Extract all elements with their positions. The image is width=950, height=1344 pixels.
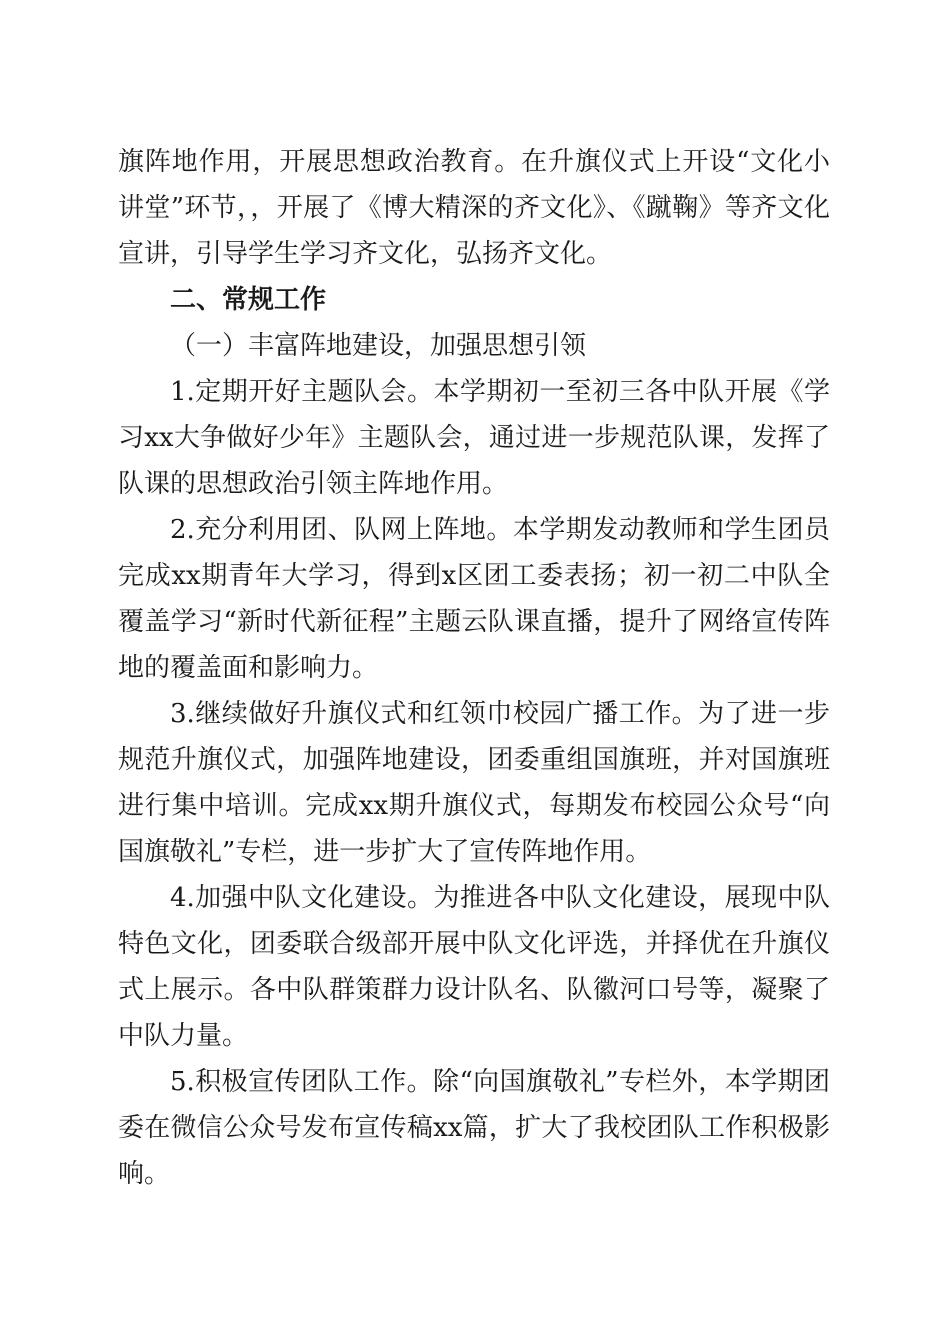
list-item-5: 5.积极宣传团队工作。除“向国旗敬礼”专栏外，本学期团委在微信公众号发布宣传稿xx篇，扩大了我校团队工作积极影响。 <box>118 1067 830 1189</box>
section-heading: 二、常规工作 <box>170 285 327 315</box>
list-item-2: 2.充分利用团、队网上阵地。本学期发动教师和学生团员完成xx期青年大学习，得到x区团工委表扬；初一初二中队全覆盖学习“新时代新征程”主题云队课直播，提升了网络宣传阵地的覆盖面和影响力。 <box>118 515 830 683</box>
document-body <box>118 139 830 1197</box>
list-item-4: 4.加强中队文化建设。为推进各中队文化建设，展现中队特色文化，团委联合级部开展中队文化评选，并择优在升旗仪式上展示。各中队群策群力设计队名、队徽河口号等，凝聚了中队力量。 <box>118 883 830 1051</box>
subsection-heading: （一）丰富阵地建设，加强思想引领 <box>170 331 587 361</box>
list-item-3: 3.继续做好升旗仪式和红领巾校园广播工作。为了进一步规范升旗仪式，加强阵地建设，团委重组国旗班，并对国旗班进行集中培训。完成xx期升旗仪式，每期发布校园公众号“向国旗敬礼”专栏，进一步扩大了宣传阵地作用。 <box>118 699 830 867</box>
continuation-paragraph: 旗阵地作用，开展思想政治教育。在升旗仪式上开设“文化小讲堂”环节，，开展了《博大精深的齐文化》、《蹴鞠》等齐文化宣讲，引导学生学习齐文化，弘扬齐文化。 <box>118 147 830 269</box>
list-item-1: 1.定期开好主题队会。本学期初一至初三各中队开展《学习xx大争做好少年》主题队会，通过进一步规范队课，发挥了队课的思想政治引领主阵地作用。 <box>118 377 830 499</box>
